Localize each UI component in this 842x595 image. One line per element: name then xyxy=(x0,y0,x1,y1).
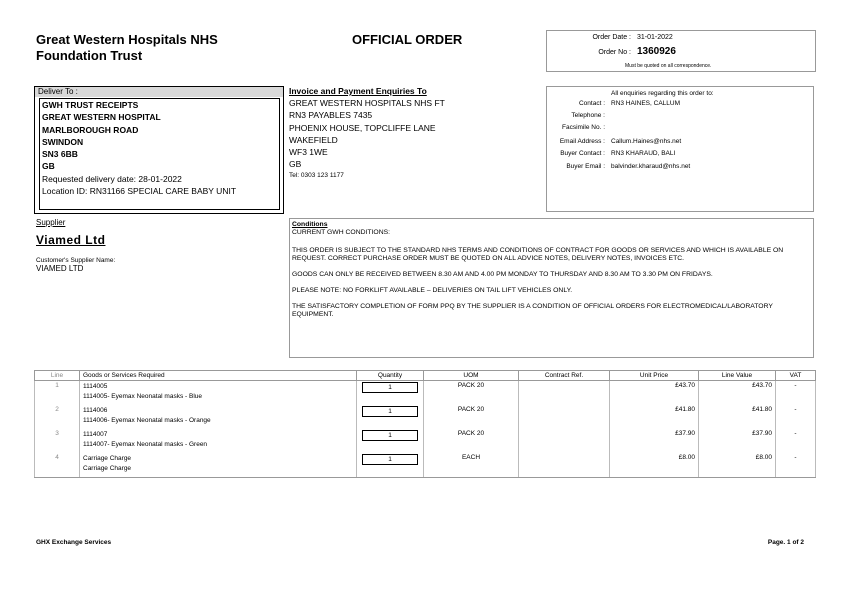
col-line: Line xyxy=(35,371,80,381)
line-number: 2 xyxy=(35,405,80,429)
quantity-cell xyxy=(357,405,424,429)
line-value-cell: £37.90 xyxy=(699,429,776,453)
col-vat: VAT xyxy=(776,371,816,381)
quantity-value: 1 xyxy=(362,430,418,441)
vat-cell: - xyxy=(776,381,816,406)
unit-price-cell: £37.90 xyxy=(610,429,699,453)
contacts-note: All enquiries regarding this order to: xyxy=(611,90,714,97)
col-unit-price: Unit Price xyxy=(610,371,699,381)
address-line: GREAT WESTERN HOSPITAL xyxy=(42,112,161,123)
contract-ref-cell xyxy=(519,429,610,453)
address-line: SWINDON xyxy=(42,136,84,147)
unit-price-cell: £8.00 xyxy=(610,453,699,478)
organisation-name-line1: Great Western Hospitals NHS xyxy=(36,32,218,47)
vat-cell: - xyxy=(776,405,816,429)
line-number: 4 xyxy=(35,453,80,478)
goods-cell xyxy=(80,405,357,429)
invoice-line: PHOENIX HOUSE, TOPCLIFFE LANE xyxy=(289,122,436,133)
address-line: GB xyxy=(42,161,55,172)
quantity-cell xyxy=(357,381,424,406)
invoice-telephone: Tel: 0303 123 1177 xyxy=(289,171,344,179)
goods-cell xyxy=(80,381,357,406)
organisation-name xyxy=(36,32,296,64)
email-label: Email Address : xyxy=(559,138,605,145)
table-row xyxy=(35,453,816,478)
order-date-value: 31-01-2022 xyxy=(637,34,673,41)
conditions-heading: Conditions xyxy=(292,221,328,228)
item-code: Carriage Charge xyxy=(83,455,132,462)
invoice-line: GB xyxy=(289,159,302,170)
requested-delivery-date: Requested delivery date: 28-01-2022 xyxy=(42,173,182,184)
item-code: 1114007 xyxy=(83,431,108,438)
invoice-line: RN3 PAYABLES 7435 xyxy=(289,110,373,121)
uom-cell: PACK 20 xyxy=(424,381,519,406)
quantity-value: 1 xyxy=(362,382,418,393)
conditions-box xyxy=(289,218,814,358)
quantity-value: 1 xyxy=(362,406,418,417)
contacts-box xyxy=(546,86,814,212)
address-line: MARLBOROUGH ROAD xyxy=(42,124,139,135)
invoice-line: GREAT WESTERN HOSPITALS NHS FT xyxy=(289,98,445,108)
item-code: 1114005 xyxy=(83,383,108,390)
line-number: 1 xyxy=(35,381,80,406)
supplier-heading: Supplier xyxy=(36,218,66,227)
line-value-cell: £41.80 xyxy=(699,405,776,429)
item-description: 1114007- Eyemax Neonatal masks - Green xyxy=(83,441,208,448)
item-description: Carriage Charge xyxy=(83,465,132,472)
invoice-enquiries xyxy=(289,86,546,212)
col-goods: Goods or Services Required xyxy=(80,371,357,381)
order-number-label: Order No : xyxy=(598,49,631,56)
item-description: 1114006- Eyemax Neonatal masks - Orange xyxy=(83,417,211,424)
deliver-to-heading: Deliver To : xyxy=(35,87,283,97)
footer-page-number: Page. 1 of 2 xyxy=(767,539,804,546)
organisation-name-line2: Foundation Trust xyxy=(36,48,143,63)
supplier-section xyxy=(36,218,286,273)
uom-cell: EACH xyxy=(424,453,519,478)
location-id: Location ID: RN31166 SPECIAL CARE BABY UNIT xyxy=(42,186,237,197)
email-value: Callum.Haines@nhs.net xyxy=(611,138,682,145)
customer-supplier-label: Customer's Supplier Name: xyxy=(36,257,116,264)
order-info-box xyxy=(546,30,816,72)
col-contract-ref: Contract Ref. xyxy=(519,371,610,381)
table-row xyxy=(35,381,816,406)
uom-cell: PACK 20 xyxy=(424,405,519,429)
vat-cell: - xyxy=(776,429,816,453)
uom-cell: PACK 20 xyxy=(424,429,519,453)
quantity-cell xyxy=(357,429,424,453)
document-title: OFFICIAL ORDER xyxy=(352,32,463,47)
condition-paragraph: PLEASE NOTE: NO FORKLIFT AVAILABLE – DELIVERIES ON TAIL LIFT VEHICLES ONLY. xyxy=(292,287,573,294)
line-value-cell: £8.00 xyxy=(699,453,776,478)
contract-ref-cell xyxy=(519,453,610,478)
buyer-email-value: balvinder.kharaud@nhs.net xyxy=(611,163,691,170)
goods-cell xyxy=(80,453,357,478)
order-date-label: Order Date : xyxy=(592,34,631,41)
order-lines-table xyxy=(34,370,816,478)
table-row xyxy=(35,405,816,429)
address-line: GWH TRUST RECEIPTS xyxy=(42,100,139,110)
footer-service: GHX Exchange Services xyxy=(36,539,112,546)
line-number: 3 xyxy=(35,429,80,453)
col-line-value: Line Value xyxy=(699,371,776,381)
facsimile-label: Facsimile No. : xyxy=(562,124,605,131)
invoice-line: WF3 1WE xyxy=(289,147,328,158)
table-header-row xyxy=(35,371,816,381)
item-code: 1114006 xyxy=(83,407,108,414)
line-value-cell: £43.70 xyxy=(699,381,776,406)
col-quantity: Quantity xyxy=(357,371,424,381)
unit-price-cell: £43.70 xyxy=(610,381,699,406)
contact-value: RN3 HAINES, CALLUM xyxy=(611,100,680,107)
unit-price-cell: £41.80 xyxy=(610,405,699,429)
customer-supplier-value: VIAMED LTD xyxy=(36,264,84,273)
contract-ref-cell xyxy=(519,405,610,429)
vat-cell: - xyxy=(776,453,816,478)
deliver-to-box xyxy=(34,86,284,214)
goods-cell xyxy=(80,429,357,453)
telephone-label: Telephone : xyxy=(571,112,605,119)
condition-paragraph: GOODS CAN ONLY BE RECEIVED BETWEEN 8.30 AM AND 4.00 PM MONDAY TO THURSDAY AND 8.30 AM TO 3.30 PM ON FRIDAYS. xyxy=(292,271,713,278)
delivery-address xyxy=(39,98,280,210)
item-description: 1114005- Eyemax Neonatal masks - Blue xyxy=(83,393,202,400)
invoice-heading: Invoice and Payment Enquiries To xyxy=(289,86,427,96)
contract-ref-cell xyxy=(519,381,610,406)
table-row xyxy=(35,429,816,453)
buyer-contact-label: Buyer Contact : xyxy=(560,150,605,157)
contact-label: Contact : xyxy=(578,100,605,107)
order-number-value: 1360926 xyxy=(637,46,676,57)
condition-paragraph: THE SATISFACTORY COMPLETION OF FORM PPQ BY THE SUPPLIER IS A CONDITION OF OFFICIAL ORDERS FOR ELECTROMEDICAL/LABORATORY EQUIPMENT. xyxy=(292,303,773,318)
condition-paragraph: THIS ORDER IS SUBJECT TO THE STANDARD NHS TERMS AND CONDITIONS OF CONTRACT FOR GOODS OR SERVICES AND WHICH IS AVAILABLE ON REQUEST. CORRECT PURCHASE ORDER MUST BE QUOTED ON ALL ADVICE NOTES, DELIVERY NOTES, INVOICES ETC. xyxy=(292,247,784,262)
buyer-email-label: Buyer Email : xyxy=(566,163,605,170)
invoice-line: WAKEFIELD xyxy=(289,134,338,145)
quantity-value: 1 xyxy=(362,454,418,465)
buyer-contact-value: RN3 KHARAUD, BALI xyxy=(611,150,676,157)
col-uom: UOM xyxy=(424,371,519,381)
address-line: SN3 6BB xyxy=(42,149,78,160)
quote-note: Must be quoted on all correspondence. xyxy=(625,63,712,69)
quantity-cell xyxy=(357,453,424,478)
supplier-name: Viamed Ltd xyxy=(36,233,106,247)
condition-paragraph: CURRENT GWH CONDITIONS: xyxy=(292,229,391,236)
